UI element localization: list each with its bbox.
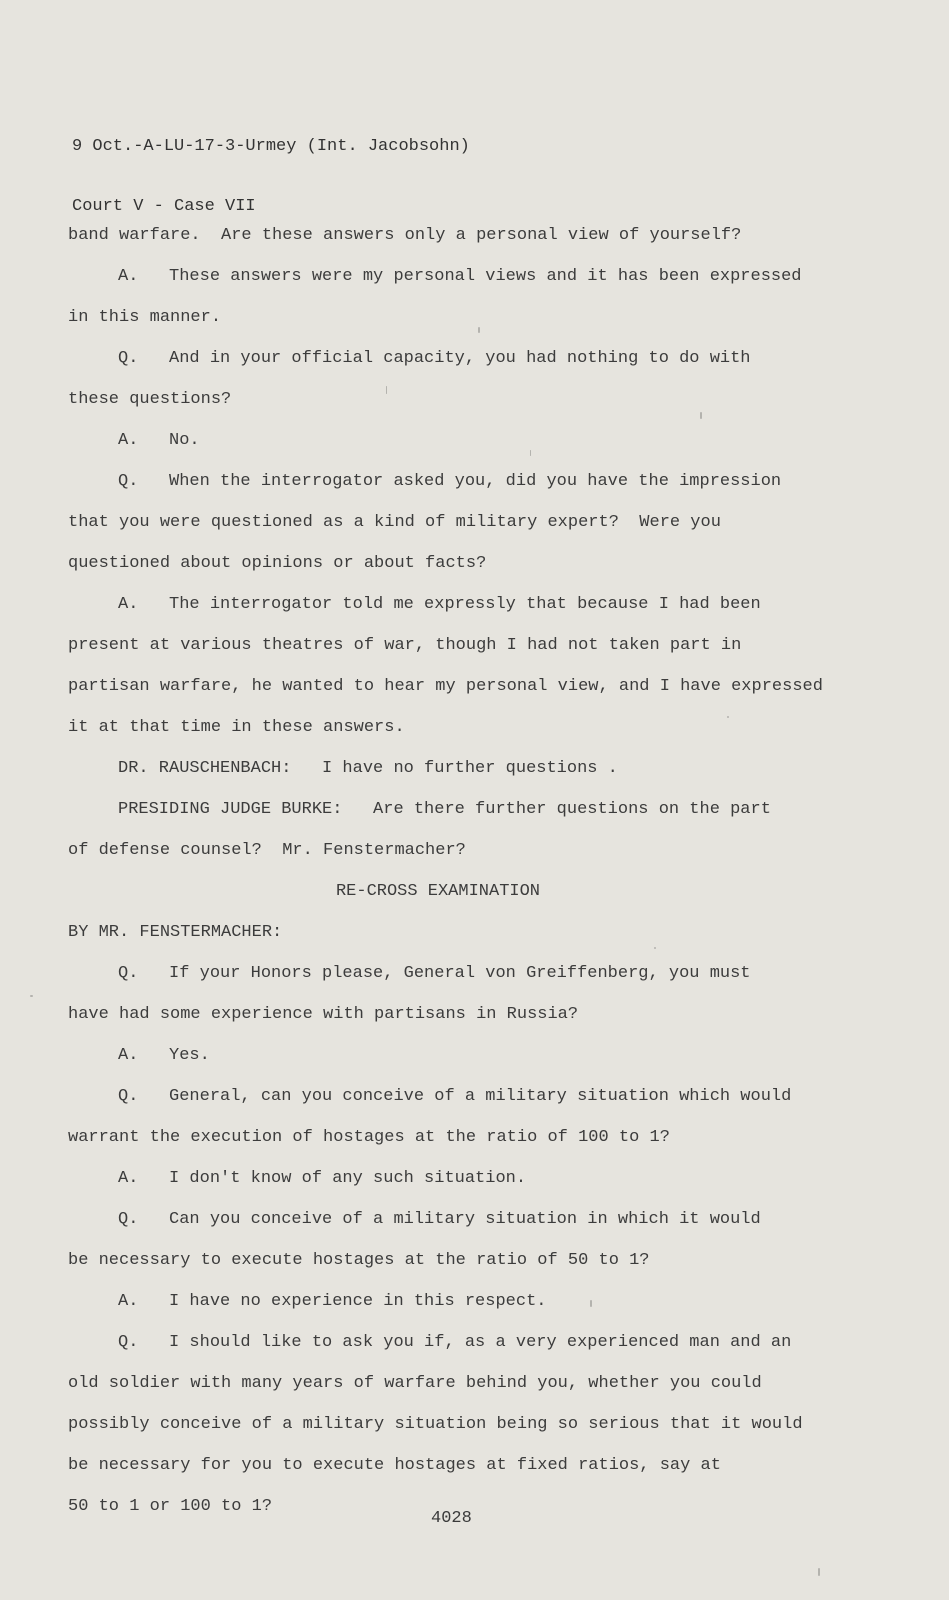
transcript-line: A. I don't know of any such situation.	[118, 1169, 527, 1188]
transcript-line: 50 to 1 or 100 to 1?	[68, 1497, 273, 1516]
transcript-line: A. These answers were my personal views and it has been expressed	[118, 267, 802, 286]
header-reference-line: 9 Oct.-A-LU-17-3-Urmey (Int. Jacobsohn)	[72, 137, 470, 156]
paper-speck	[590, 1300, 592, 1307]
transcript-line: A. Yes.	[118, 1046, 210, 1065]
transcript-line: have had some experience with partisans in Russia?	[68, 1005, 579, 1024]
transcript-line: A. I have no experience in this respect.	[118, 1292, 547, 1311]
transcript-line: in this manner.	[68, 308, 222, 327]
transcript-line: be necessary to execute hostages at the ratio of 50 to 1?	[68, 1251, 650, 1270]
transcript-line: Q. Can you conceive of a military situation in which it would	[118, 1210, 761, 1229]
paper-speck	[654, 947, 656, 949]
transcript-line: warrant the execution of hostages at the ratio of 100 to 1?	[68, 1128, 670, 1147]
transcript-line: A. The interrogator told me expressly that because I had been	[118, 595, 761, 614]
transcript-line: of defense counsel? Mr. Fenstermacher?	[68, 841, 466, 860]
examiner-line: BY MR. FENSTERMACHER:	[68, 923, 283, 942]
transcript-line: old soldier with many years of warfare behind you, whether you could	[68, 1374, 762, 1393]
transcript-line: that you were questioned as a kind of military expert? Were you	[68, 513, 721, 532]
transcript-body	[68, 215, 848, 1527]
transcript-line: A. No.	[118, 431, 200, 450]
paper-speck	[727, 716, 729, 718]
transcript-line: partisan warfare, he wanted to hear my personal view, and I have expressed	[68, 677, 823, 696]
transcript-line: Q. When the interrogator asked you, did you have the impression	[118, 472, 782, 491]
transcript-line: questioned about opinions or about facts?	[68, 554, 487, 573]
paper-speck	[818, 1568, 820, 1576]
section-heading: RE-CROSS EXAMINATION	[335, 882, 541, 901]
transcript-line: Q. If your Honors please, General von Greiffenberg, you must	[118, 964, 751, 983]
paper-speck	[700, 412, 702, 419]
transcript-line: Q. And in your official capacity, you had nothing to do with	[118, 349, 751, 368]
speaker-line: PRESIDING JUDGE BURKE: Are there further questions on the part	[118, 800, 771, 819]
header-court-line: Court V - Case VII	[72, 197, 256, 216]
transcript-line: possibly conceive of a military situation being so serious that it would	[68, 1415, 803, 1434]
page-number: 4028	[431, 1509, 472, 1528]
transcript-line: Q. General, can you conceive of a military situation which would	[118, 1087, 792, 1106]
paper-speck	[386, 386, 387, 394]
paper-speck	[530, 450, 531, 456]
transcript-line: these questions?	[68, 390, 232, 409]
transcript-line: be necessary for you to execute hostages at fixed ratios, say at	[68, 1456, 721, 1475]
transcript-line: present at various theatres of war, though I had not taken part in	[68, 636, 742, 655]
speaker-line: DR. RAUSCHENBACH: I have no further questions .	[118, 759, 618, 778]
transcript-line: Q. I should like to ask you if, as a very experienced man and an	[118, 1333, 792, 1352]
transcript-line: it at that time in these answers.	[68, 718, 405, 737]
paper-speck	[478, 327, 480, 333]
transcript-line: band warfare. Are these answers only a personal view of yourself?	[68, 226, 742, 245]
paper-speck	[30, 995, 33, 997]
